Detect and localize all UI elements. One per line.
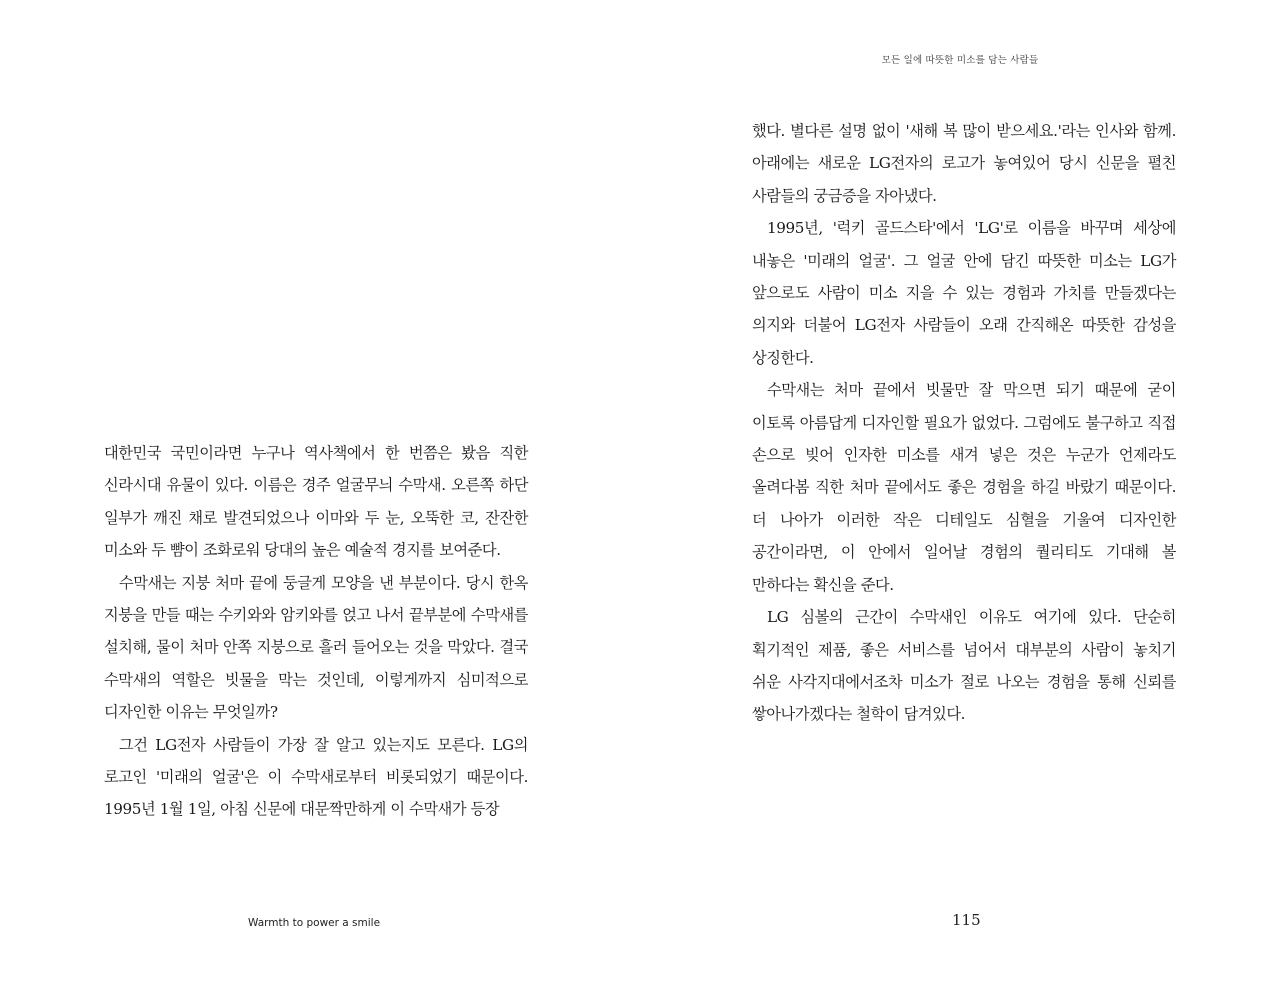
running-head: 모든 일에 따뜻한 미소를 담는 사람들 (881, 55, 1039, 66)
left-paragraph-1: 대한민국 국민이라면 누구나 역사책에서 한 번쯤은 봤음 직한 신라시대 유물이 있다. 이름은 경주 얼굴무늬 수막새. 오른쪽 하단 일부가 깨진 채로 발견되었으나 이마와 두 눈, 오뚝한 코, 잔잔한 미소와 두 뺨이 조화로워 당대의 높은 예술적 경지를 보여준다. (104, 444, 528, 560)
right-page-body (752, 115, 1176, 731)
left-paragraph-2: 수막새는 지붕 처마 끝에 둥글게 모양을 낸 부분이다. 당시 한옥 지붕을 만들 때는 수키와와 암키와를 얹고 나서 끝부분에 수막새를 설치해, 물이 처마 안쪽 지붕으로 흘러 들어오는 것을 막았다. 결국 수막새의 역할은 빗물을 막는 것인데, 이렇게까지 심미적으로 디자인한 이유는 무엇일까? (104, 573, 528, 722)
footer-book-title: Warmth to power a smile (248, 917, 381, 929)
right-paragraph-3: 수막새는 처마 끝에서 빗물만 잘 막으면 되기 때문에 굳이 이토록 아름답게 디자인할 필요가 없었다. 그럼에도 불구하고 직접 손으로 빚어 인자한 미소를 새겨 넣은 것은 누군가 언제라도 올려다봄 직한 처마 끝에서도 좋은 경험을 하길 바랐기 때문이다. 더 나아가 이러한 작은 디테일도 심혈을 기울여 디자인한 공간이라면, 이 안에서 일어날 경험의 퀄리티도 기대해 볼 만하다는 확신을 준다. (752, 381, 1176, 594)
right-paragraph-2: 1995년, '럭키 골드스타'에서 'LG'로 이름을 바꾸며 세상에 내놓은 '미래의 얼굴'. 그 얼굴 안에 담긴 따뜻한 미소는 LG가 앞으로도 사람이 미소 지을 수 있는 경험과 가치를 만들겠다는 의지와 더불어 LG전자 사람들이 오래 간직해온 따뜻한 감성을 상징한다. (752, 219, 1176, 367)
right-paragraph-4: LG 심볼의 근간이 수막새인 이유도 여기에 있다. 단순히 획기적인 제품, 좋은 서비스를 넘어서 대부분의 사람이 놓치기 쉬운 사각지대에서조차 미소가 절로 나오는 경험을 통해 신뢰를 쌓아나가겠다는 철학이 담겨있다. (752, 608, 1176, 724)
page-number: 115 (952, 911, 981, 929)
left-paragraph-3: 그건 LG전자 사람들이 가장 잘 알고 있는지도 모른다. LG의 로고인 '미래의 얼굴'은 이 수막새로부터 비롯되었기 때문이다. 1995년 1월 1일, 아침 신문에 대문짝만하게 이 수막새가 등장 (104, 735, 528, 819)
right-page (640, 0, 1280, 985)
left-page-body (104, 437, 528, 826)
right-paragraph-1: 했다. 별다른 설명 없이 '새해 복 많이 받으세요.'라는 인사와 함께. 아래에는 새로운 LG전자의 로고가 놓여있어 당시 신문을 펼친 사람들의 궁금증을 자아냈다. (752, 122, 1176, 205)
